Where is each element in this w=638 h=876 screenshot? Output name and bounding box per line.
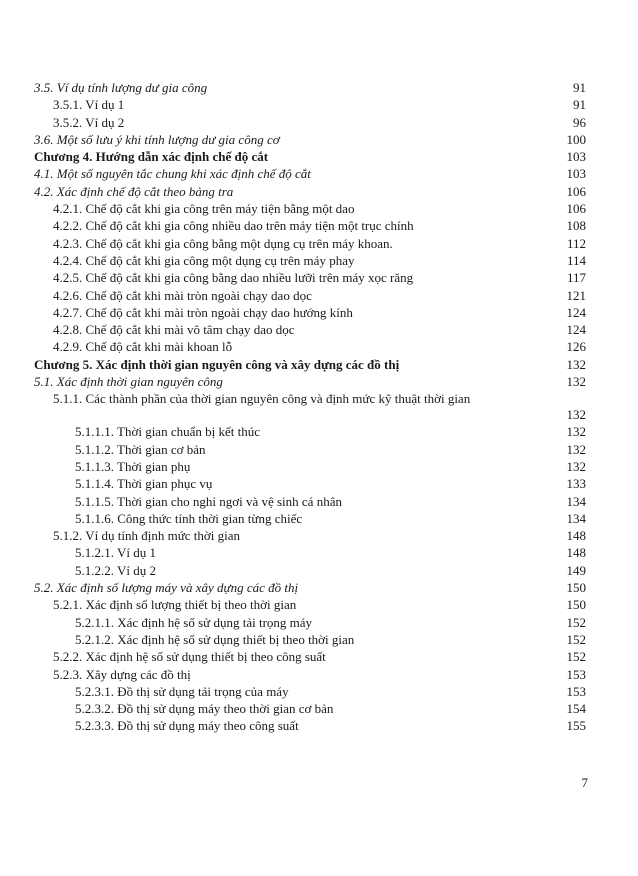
toc-entry xyxy=(0,373,638,390)
toc-entry-page: 91 xyxy=(573,80,586,95)
toc-entry-title: 5.2. Xác định số lượng máy và xây dựng các đồ thị xyxy=(34,580,299,596)
toc-entry-title: 5.1.1.4. Thời gian phục vụ xyxy=(75,476,213,492)
toc-entry xyxy=(0,390,638,423)
toc-entry xyxy=(0,648,638,665)
toc-entry-page: 126 xyxy=(566,339,586,355)
toc-entry-page: 103 xyxy=(566,149,586,165)
toc-entry-title: 5.1.1.5. Thời gian cho nghỉ ngơi và vệ sinh cá nhân xyxy=(75,493,342,509)
toc-entry xyxy=(0,287,638,304)
toc-entry xyxy=(0,423,638,440)
toc-entry xyxy=(0,321,638,338)
toc-entry xyxy=(0,114,638,131)
toc-entry xyxy=(0,700,638,717)
toc-entry-title: 5.1.1.2. Thời gian cơ bản xyxy=(75,441,206,457)
toc-entry-page: 133 xyxy=(566,476,586,492)
toc-entry xyxy=(0,96,638,113)
toc-entry-title: 3.5.1. Ví dụ 1 xyxy=(53,97,125,113)
toc-entry-page: 103 xyxy=(566,166,586,182)
toc-entry-page: 134 xyxy=(566,493,586,509)
toc-entry-page: 134 xyxy=(566,510,586,526)
toc-entry-title: 4.2. Xác định chế độ cắt theo bảng tra xyxy=(34,183,234,199)
toc-entry xyxy=(0,338,638,355)
toc-entry xyxy=(0,458,638,475)
toc-entry-page: 124 xyxy=(566,322,586,338)
toc-entry-page: 132 xyxy=(566,441,586,457)
toc-entry-title: 5.1.1.3. Thời gian phụ xyxy=(75,458,191,474)
toc-entry-page: 153 xyxy=(566,683,586,699)
page-number: 7 xyxy=(581,775,588,790)
toc-entry-page: 152 xyxy=(566,631,586,647)
toc-entry xyxy=(0,165,638,182)
toc-entry xyxy=(0,614,638,631)
toc-entry-title: 5.2.2. Xác định hệ số sử dụng thiết bị theo công suất xyxy=(53,649,326,665)
toc-entry xyxy=(0,217,638,234)
toc-entry-page: 153 xyxy=(566,666,586,682)
toc-entry xyxy=(0,510,638,527)
toc-entry-page: 96 xyxy=(573,114,586,130)
toc-entry-page: 148 xyxy=(566,528,586,544)
toc-entry-title: 5.1.2.2. Ví dụ 2 xyxy=(75,562,157,578)
toc-entry xyxy=(0,183,638,200)
toc-entry-page: 155 xyxy=(566,718,586,734)
toc-entry-page: 150 xyxy=(566,580,586,596)
toc-entry-title: 5.1.2.1. Ví dụ 1 xyxy=(75,545,157,561)
toc-entry-title: 5.2.3.2. Đồ thị sử dụng máy theo thời gian cơ bản xyxy=(75,701,334,717)
toc-entry-page: 108 xyxy=(566,218,586,234)
toc-entry-title: 4.2.7. Chế độ cắt khi mài tròn ngoài chạy dao hướng kính xyxy=(53,304,353,320)
toc-entry-page: 152 xyxy=(566,614,586,630)
toc-entry xyxy=(0,252,638,269)
toc-entry xyxy=(0,356,638,373)
toc-entry-page: 106 xyxy=(566,183,586,199)
toc-entry xyxy=(0,148,638,165)
toc-entry xyxy=(0,579,638,596)
toc-entry xyxy=(0,269,638,286)
toc-entry-title: 5.1.1.6. Công thức tính thời gian từng chiếc xyxy=(75,510,303,526)
toc-entry xyxy=(0,441,638,458)
toc-entry-page: 132 xyxy=(566,458,586,474)
toc-entry-title: 4.2.1. Chế độ cắt khi gia công trên máy tiện bằng một dao xyxy=(53,201,355,217)
toc-entry-title: 5.2.3.1. Đồ thị sử dụng tải trọng của máy xyxy=(75,683,289,699)
toc-entry-page: 132 xyxy=(566,356,586,372)
toc-entry xyxy=(0,304,638,321)
toc-entry-page: 132 xyxy=(566,424,586,440)
toc-entry-page: 154 xyxy=(566,701,586,717)
toc-entry-title: 5.2.3. Xây dựng các đồ thị xyxy=(53,666,191,682)
toc-entry xyxy=(0,475,638,492)
toc-entry-title: 4.2.6. Chế độ cắt khi mài tròn ngoài chạy dao dọc xyxy=(53,287,312,303)
toc-entry-title: 4.1. Một số nguyên tắc chung khi xác định chế độ cắt xyxy=(34,166,311,182)
toc-entry-title: 4.2.5. Chế độ cắt khi gia công bằng dao nhiều lưỡi trên máy xọc răng xyxy=(53,270,414,286)
toc-entry-title: 3.5.2. Ví dụ 2 xyxy=(53,114,125,130)
toc-entry xyxy=(0,200,638,217)
toc-entry-page: 112 xyxy=(566,235,586,251)
toc-entry xyxy=(0,596,638,613)
toc-entry xyxy=(0,717,638,734)
toc-entry-page: 100 xyxy=(566,131,586,147)
toc-entry xyxy=(0,666,638,683)
toc-entry-title: Chương 5. Xác định thời gian nguyên công và xây dựng các đồ thị xyxy=(34,356,400,372)
toc-entry-title: 5.2.1.1. Xác định hệ số sử dụng tải trọng máy xyxy=(75,614,313,630)
toc-entry-title: 5.1. Xác định thời gian nguyên công xyxy=(34,374,223,390)
toc-entry xyxy=(0,544,638,561)
toc-entry-page: 121 xyxy=(566,287,586,303)
toc-entry xyxy=(0,79,638,96)
toc-entry-page: 106 xyxy=(566,201,586,217)
toc-entry-title: 4.2.2. Chế độ cắt khi gia công nhiều dao trên máy tiện một trục chính xyxy=(53,218,414,234)
toc-entry xyxy=(0,493,638,510)
toc-entry xyxy=(0,527,638,544)
toc-entry-page: 149 xyxy=(566,562,586,578)
toc-entry-page: 148 xyxy=(566,545,586,561)
toc-entry-page: 117 xyxy=(566,270,586,286)
toc-entry-title: 5.2.1. Xác định số lượng thiết bị theo thời gian xyxy=(53,597,297,613)
toc-entry xyxy=(0,683,638,700)
toc-entry-page: 132 xyxy=(566,407,586,423)
toc-entry-title: 4.2.3. Chế độ cắt khi gia công bằng một dụng cụ trên máy khoan. xyxy=(53,235,393,251)
toc-entry xyxy=(0,631,638,648)
toc-entry-title: 4.2.8. Chế độ cắt khi mài vô tâm chạy dao dọc xyxy=(53,322,295,338)
toc-entry-title: 4.2.4. Chế độ cắt khi gia công một dụng cụ trên máy phay xyxy=(53,252,355,268)
toc-entry-title: Chương 4. Hướng dẫn xác định chế độ cắt xyxy=(34,149,269,165)
toc-entry-page: 150 xyxy=(566,597,586,613)
toc-entry-title: 5.1.2. Ví dụ tính định mức thời gian xyxy=(53,528,241,544)
toc-entry-title: 5.1.1.1. Thời gian chuẩn bị kết thúc xyxy=(75,424,260,440)
toc-entry-page: 114 xyxy=(566,252,586,268)
toc-entry xyxy=(0,131,638,148)
toc-entry-title: 3.6. Một số lưu ý khi tính lượng dư gia công cơ xyxy=(34,131,280,147)
toc-entry-title: 3.5. Ví dụ tính lượng dư gia công xyxy=(34,80,208,95)
toc-entry-page: 124 xyxy=(566,304,586,320)
toc-entry-page: 152 xyxy=(566,649,586,665)
toc-entry xyxy=(0,562,638,579)
toc-entry-title: 4.2.9. Chế độ cắt khi mài khoan lỗ xyxy=(53,339,233,355)
toc-entry-page: 132 xyxy=(566,374,586,390)
table-of-contents xyxy=(0,79,638,735)
toc-entry-title: 5.2.3.3. Đồ thị sử dụng máy theo công suất xyxy=(75,718,299,734)
toc-entry xyxy=(0,235,638,252)
toc-entry-title: 5.1.1. Các thành phần của thời gian nguyên công và định mức kỹ thuật thời gian xyxy=(53,391,471,407)
toc-entry-page: 91 xyxy=(573,97,586,113)
toc-entry-title: 5.2.1.2. Xác định hệ số sử dụng thiết bị theo thời gian xyxy=(75,631,355,647)
